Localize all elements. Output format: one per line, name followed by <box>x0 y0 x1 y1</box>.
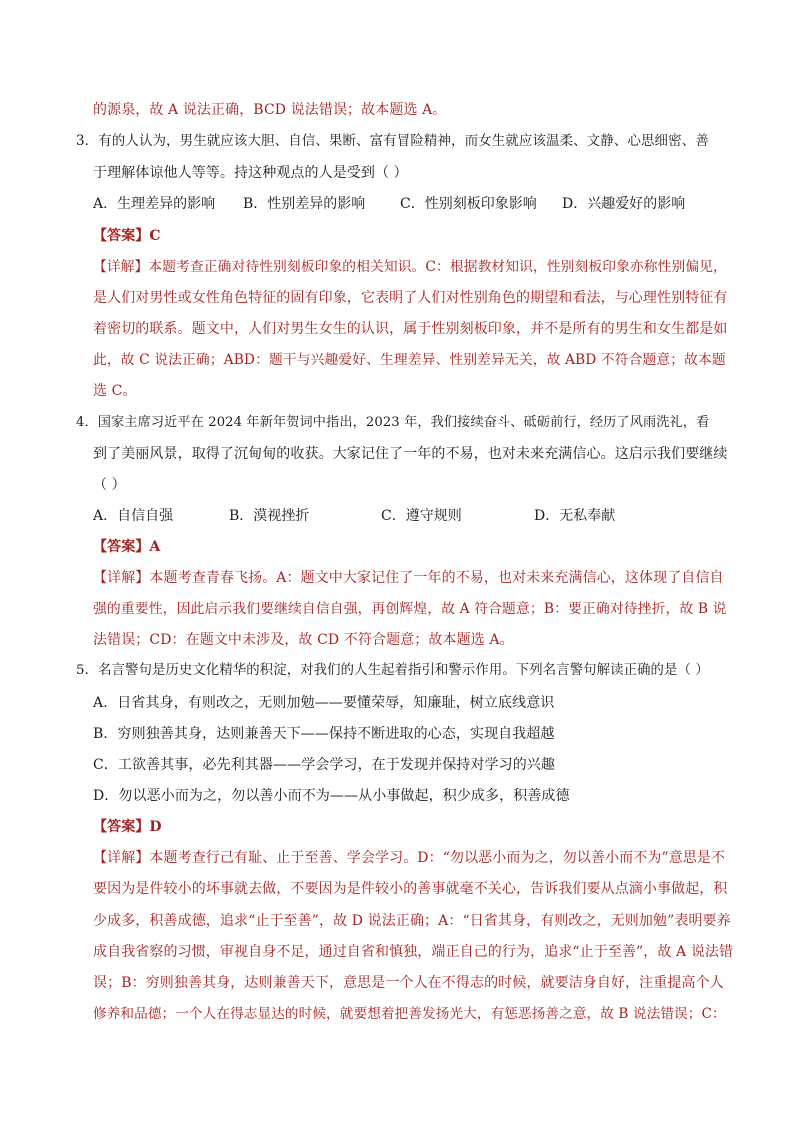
q3-option-c: C．性别刻板印象影响 <box>400 196 537 212</box>
q4-detail-line-2: 强的重要性，因此启示我们要继续自信自强，再创辉煌，故 A 符合题意；B：要正确对待挫折，故 B 说 <box>93 601 727 617</box>
q5-detail-line-6: 修养和品德；一个人在得志显达的时候，就要想着把善发扬光大，有惩恶扬善之意，故 B 说法错误；C： <box>93 1006 726 1022</box>
q4-option-b: B．漠视挫折 <box>229 508 310 524</box>
q3-stem-line-2: 于理解体谅他人等等。持这种观点的人是受到（ ） <box>93 165 408 181</box>
q3-detail-line-2: 是人们对男性或女性角色特征的固有印象，它表明了人们对性别角色的期望和看法，与心理性别特征有 <box>93 290 728 306</box>
q4-options <box>93 505 733 527</box>
q3-detail-line-3: 着密切的联系。题文中，人们对男生女生的认识，属于性别刻板印象，并不是所有的男生和女生都是如 <box>93 321 728 337</box>
q5-detail-line-3: 少成多，积善成德，追求“止于至善”，故 D 说法正确；A：“日省其身，有则改之，无则加勉”表明要养 <box>93 913 731 929</box>
q5-detail-line-5: 误；B：穷则独善其身，达则兼善天下，意思是一个人在不得志的时候，就要洁身自好，注重提高个人 <box>93 975 724 991</box>
q3-detail-line-5: 选 C。 <box>93 383 137 399</box>
q4-stem-line-1: 4．国家主席习近平在 2024 年新年贺词中指出，2023 年，我们接续奋斗、砥砺前行，经历了风雨洗礼，看 <box>76 415 710 430</box>
q5-answer: 【答案】D <box>93 819 162 835</box>
q3-option-b: B．性别差异的影响 <box>243 196 366 212</box>
q5-option-c: C．工欲善其事，必先利其器——学会学习，在于发现并保持对学习的兴趣 <box>93 757 556 773</box>
q5-option-b: B．穷则独善其身，达则兼善天下——保持不断进取的心态，实现自我超越 <box>93 726 555 742</box>
q3-option-d: D．兴趣爱好的影响 <box>562 196 686 212</box>
q3-stem-line-1: 3．有的人认为，男生就应该大胆、自信、果断、富有冒险精神，而女生就应该温柔、文静、心思细密、善 <box>76 133 709 149</box>
q5-detail-line-1: 【详解】本题考查行己有耻、止于至善、学会学习。D：“勿以恶小而为之，勿以善小而不为”意思是不 <box>93 850 726 866</box>
q4-option-a: A．自信自强 <box>93 508 174 524</box>
q3-option-a: A．生理差异的影响 <box>93 196 216 212</box>
q3-options <box>93 193 733 215</box>
q5-option-d: D．勿以恶小而为之，勿以善小而不为——从小事做起，积少成多，积善成德 <box>93 788 570 804</box>
q4-stem-line-2: 到了美丽风景，取得了沉甸甸的收获。大家记住了一年的不易，也对未来充满信心。这启示我们要继续 <box>93 446 728 462</box>
q5-stem-line-1: 5．名言警句是历史文化精华的积淀，对我们的人生起着指引和警示作用。下列名言警句解读正确的是（ ） <box>76 663 709 678</box>
q3-answer: 【答案】C <box>93 228 161 244</box>
q4-option-d: D．无私奉献 <box>534 508 616 524</box>
q5-option-a: A．日省其身，有则改之，无则加勉——要懂荣辱，知廉耻，树立底线意识 <box>93 695 555 711</box>
q3-detail-line-4: 此，故 C 说法正确；ABD：题干与兴趣爱好、生理差异、性别差异无关，故 ABD 不符合题意；故本题 <box>93 352 726 368</box>
q4-stem-line-3: （ ） <box>93 477 126 493</box>
prev-question-tail: 的源泉，故 A 说法正确，BCD 说法错误；故本题选 A。 <box>93 102 447 118</box>
q5-detail-line-4: 成自我省察的习惯，审视自身不足，通过自省和慎独，端正自己的行为，追求“止于至善”，故 A 说法错 <box>93 944 734 960</box>
q3-detail-line-1: 【详解】本题考查正确对待性别刻板印象的相关知识。C：根据教材知识，性别刻板印象亦称性别偏见， <box>93 259 727 275</box>
q4-option-c: C．遵守规则 <box>381 508 462 524</box>
q4-detail-line-1: 【详解】本题考查青春飞扬。A：题文中大家记住了一年的不易，也对未来充满信心，这体现了自信自 <box>93 570 724 586</box>
q5-detail-line-2: 要因为是件较小的坏事就去做，不要因为是件较小的善事就毫不关心，告诉我们要从点滴小事做起，积 <box>93 881 728 897</box>
q4-answer: 【答案】A <box>93 539 161 555</box>
q4-detail-line-3: 法错误；CD：在题文中未涉及，故 CD 不符合题意；故本题选 A。 <box>93 632 514 648</box>
